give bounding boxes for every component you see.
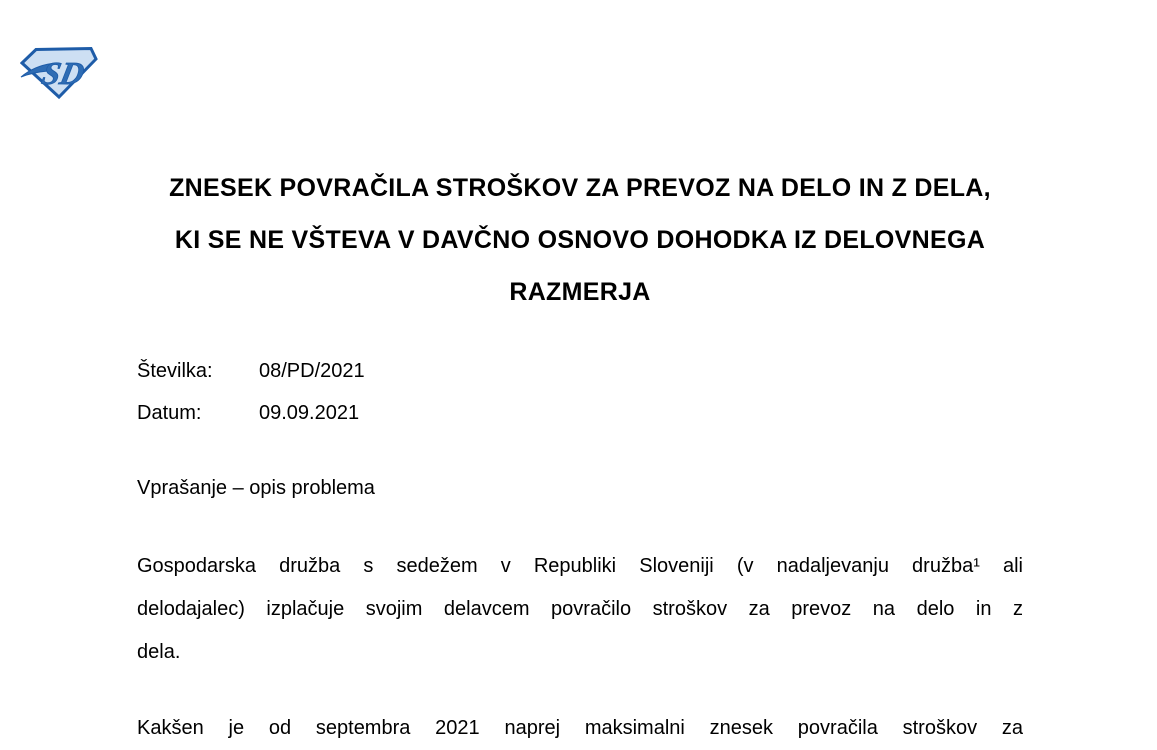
number-value: 08/PD/2021 [259,360,365,382]
title-line-3: RAZMERJA [509,278,651,306]
company-logo [20,46,98,101]
paragraph-question [137,707,1023,750]
logo-letters: SD [39,55,88,91]
title-line-2: KI SE NE VŠTEVA V DAVČNO OSNOVO DOHODKA IZ DELOVNEGA [174,226,986,254]
document-meta [137,359,1023,443]
document-title [130,162,1030,318]
title-line-1: ZNESEK POVRAČILA STROŠKOV ZA PREVOZ NA DELO IN Z DELA, [169,174,991,202]
number-label: Številka: [137,360,213,382]
date-value: 09.09.2021 [259,402,360,424]
paragraph-problem-description [137,545,1023,674]
section-heading: Vprašanje – opis problema [137,477,375,499]
meta-row-date [137,401,1023,425]
paragraph-line: Kakšen je od septembra 2021 naprej maksimalni znesek povračila stroškov za [137,717,1023,739]
paragraph-line: dela. [137,641,181,663]
paragraph-line: delodajalec) izplačuje svojim delavcem povračilo stroškov za prevoz na delo in z [137,598,1023,620]
date-label: Datum: [137,402,202,424]
paragraph-line: Gospodarska družba s sedežem v Republiki Sloveniji (v nadaljevanju družba¹ ali [137,555,1023,577]
meta-row-number [137,359,1023,383]
